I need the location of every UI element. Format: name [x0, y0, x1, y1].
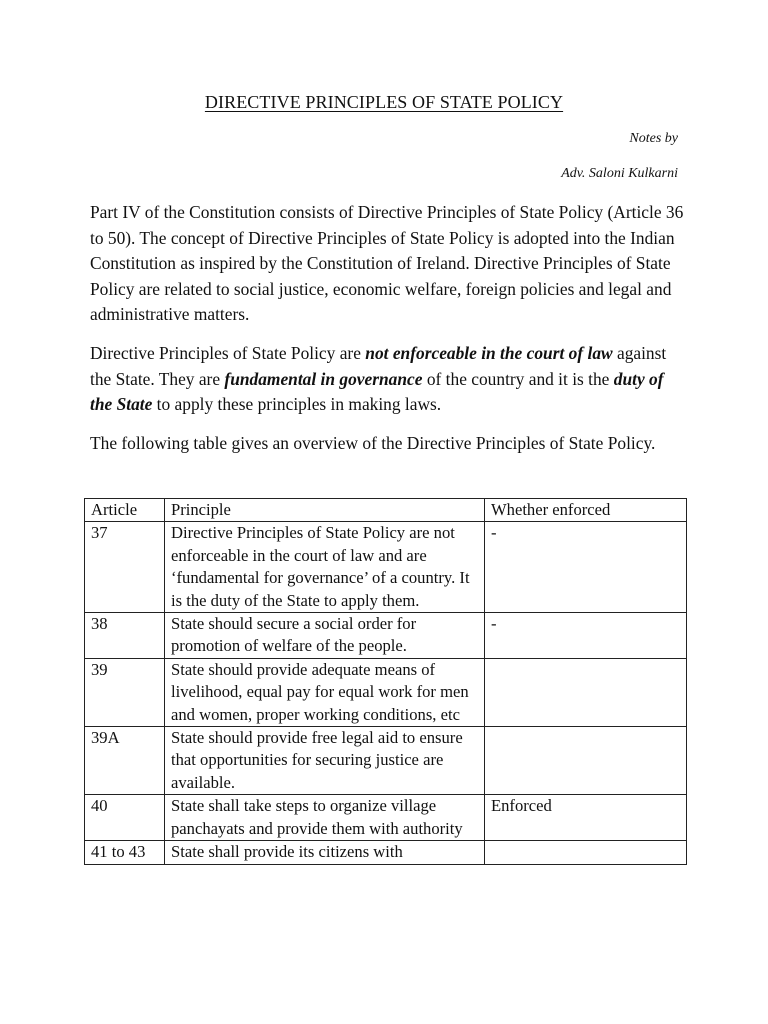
dpsp-table — [84, 498, 687, 865]
table-header-row — [85, 499, 687, 522]
text-run: against the State. They are — [90, 343, 667, 389]
table-row — [85, 658, 687, 726]
cell-principle: State should secure a social order for promotion of welfare of the people. — [165, 613, 485, 659]
cell-enforced — [485, 841, 687, 864]
header-enforced: Whether enforced — [485, 499, 687, 522]
text-run: to apply these principles in making laws. — [152, 394, 442, 415]
cell-enforced — [485, 727, 687, 795]
document-title: DIRECTIVE PRINCIPLES OF STATE POLICY — [204, 92, 564, 112]
table-row — [85, 727, 687, 795]
cell-principle: State shall provide its citizens with — [165, 841, 485, 864]
text-run: Directive Principles of State Policy are — [90, 343, 366, 363]
header-principle: Principle — [165, 499, 485, 522]
cell-article: 37 — [85, 522, 165, 613]
cell-principle: State should provide adequate means of livelihood, equal pay for equal work for men and women, proper working conditions, etc — [165, 658, 485, 726]
cell-article: 40 — [85, 795, 165, 841]
cell-principle: State shall take steps to organize village panchayats and provide them with authority — [165, 795, 485, 841]
emphasis-duty-of-state: duty of the State — [90, 368, 664, 415]
table-row — [85, 613, 687, 659]
table-row — [85, 795, 687, 841]
cell-enforced: Enforced — [485, 795, 687, 841]
author-name: Adv. Saloni Kulkarni — [561, 166, 678, 181]
cell-article: 41 to 43 — [85, 841, 165, 864]
table-row — [85, 841, 687, 864]
cell-enforced — [485, 658, 687, 726]
table-intro-paragraph: The following table gives an overview of the Directive Principles of State Policy. — [90, 433, 656, 453]
table-row — [85, 522, 687, 613]
notes-by-label: Notes by — [629, 131, 678, 146]
emphasis-not-enforceable: not enforceable in the court of law — [365, 343, 613, 363]
intro-paragraph: Part IV of the Constitution consists of Directive Principles of State Policy (Article 36 to 50). The concept of Directive Principles of State Policy is adopted into the Indian Constitution as inspired by the Constitution of Ireland. Directive Principles of State Policy are related to social justice, economic welfare, foreign policies and legal and administrative matters. — [90, 202, 684, 325]
cell-article: 39 — [85, 658, 165, 726]
cell-principle: Directive Principles of State Policy are not enforceable in the court of law and are ‘fundamental for governance’ of a country. It is the duty of the State to apply them. — [165, 522, 485, 613]
cell-enforced: - — [485, 613, 687, 659]
header-article: Article — [85, 499, 165, 522]
cell-article: 38 — [85, 613, 165, 659]
cell-article: 39A — [85, 727, 165, 795]
enforceability-paragraph — [90, 341, 690, 418]
cell-principle: State should provide free legal aid to ensure that opportunities for securing justice are available. — [165, 727, 485, 795]
text-run: of the country and it is the — [422, 368, 614, 389]
emphasis-fundamental: fundamental in governance — [224, 368, 423, 389]
cell-enforced: - — [485, 522, 687, 613]
